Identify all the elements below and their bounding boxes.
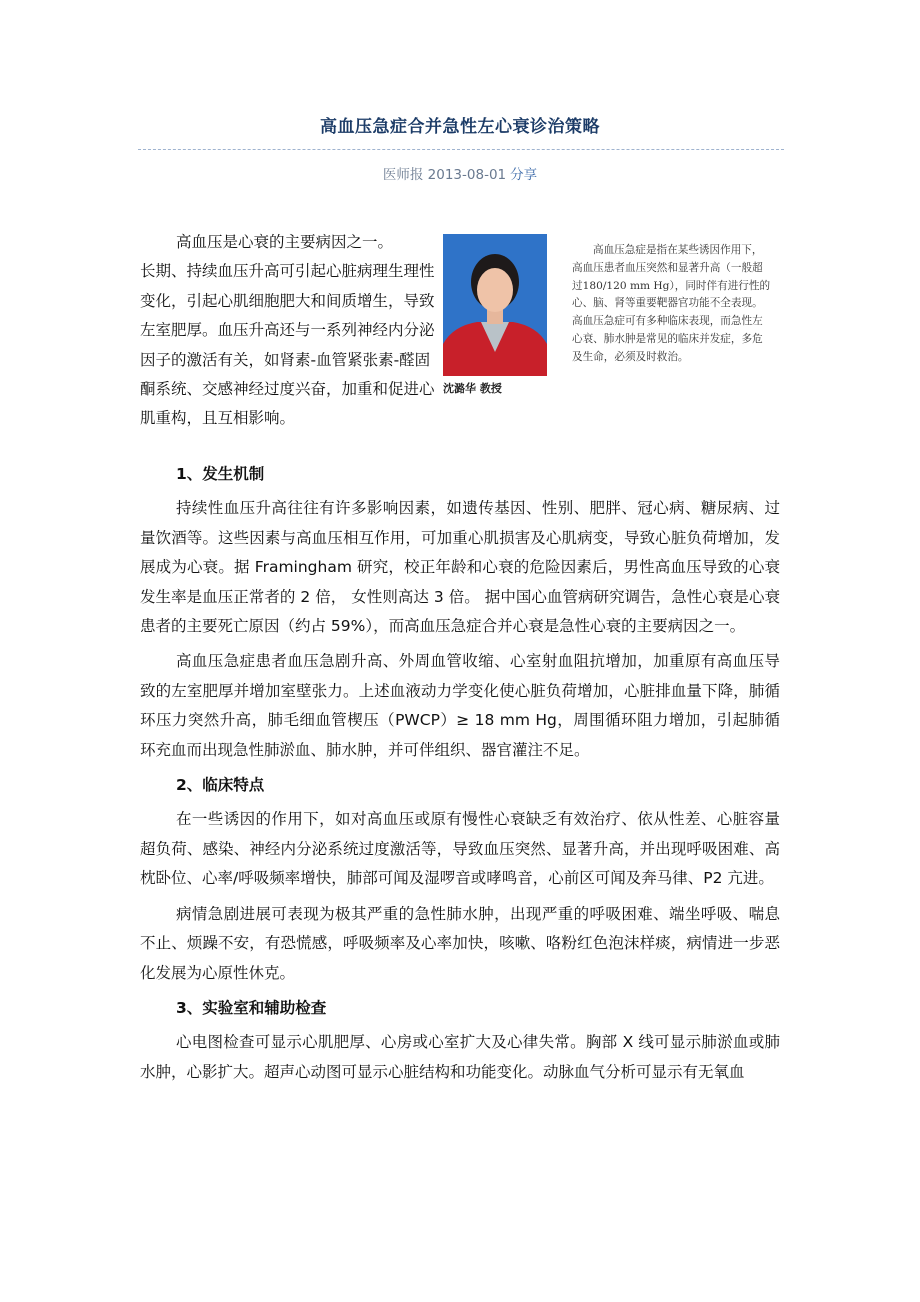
paragraph: 在一些诱因的作用下，如对高血压或原有慢性心衰缺乏有效治疗、依从性差、心脏容量超负荷、感染、神经内分泌系统过度激活等，导致血压突然、显著升高，并出现呼吸困难、高枕卧位、心率/呼吸频率增快，肺部可闻及湿啰音或哮鸣音，心前区可闻及奔马律、P2 亢进。 [140, 810, 780, 888]
paragraph: 病情急剧进展可表现为极其严重的急性肺水肿，出现严重的呼吸困难、端坐呼吸、喘息不止、烦躁不安，有恐慌感，呼吸频率及心率加快，咳嗽、咯粉红色泡沫样痰，病情进一步恶化发展为心原性休克。 [140, 904, 780, 982]
article-title: 高血压急症合并急性左心衰诊治策略 [320, 117, 600, 137]
share-link[interactable]: 分享 [510, 167, 538, 183]
portrait-image [443, 234, 547, 376]
title-divider [138, 149, 784, 150]
intro-paragraph-1: 高血压是心衰的主要病因之一。 [176, 233, 394, 251]
paragraph: 心电图检查可显示心肌肥厚、心房或心室扩大及心律失常。胸部 X 线可显示肺淤血或肺水肿，心影扩大。超声心动图可显示心脏结构和功能变化。动脉血气分析可显示有无氧血 [140, 1033, 780, 1081]
section-heading-mechanism: 1、发生机制 [176, 465, 265, 483]
summary-text: 高血压急症是指在某些诱因作用下，高血压患者血压突然和显著升高（一般超过180/120 mm Hg），同时伴有进行性的心、脑、肾等重要靶器官功能不全表现。高血压急症可有多种临床表现，而急性左心衰、肺水肿是常见的临床并发症，多危及生命，必须及时救治。 [572, 244, 771, 363]
source-date: 医师报 2013-08-01 [382, 167, 507, 183]
section-heading-lab: 3、实验室和辅助检查 [176, 998, 327, 1017]
section-heading-clinical: 2、临床特点 [176, 776, 265, 795]
summary-box [572, 242, 772, 367]
article-body [140, 460, 780, 1093]
paragraph: 高血压急症患者血压急剧升高、外周血管收缩、心室射血阻抗增加，加重原有高血压导致的左室肥厚并增加室壁张力。上述血液动力学变化使心脏负荷增加，心脏排血量下降，肺循环压力突然升高，肺毛细血管楔压（PWCP）≥ 18 mm Hg，周围循环阻力增加，引起肺循环充血而出现急性肺淤血、肺水肿，并可伴组织、器官灌注不足。 [140, 652, 780, 759]
intro-paragraph-2: 长期、持续血压升高可引起心脏病理生理性变化，引起心肌细胞肥大和间质增生，导致左室肥厚。血压升高还与一系列神经内分泌因子的激活有关，如肾素-血管紧张素-醛固酮系统、交感神经过度兴奋，加重和促进心肌重构，且互相影响。 [140, 262, 435, 428]
article-meta [0, 163, 920, 183]
professor-photo [443, 234, 547, 376]
intro-text [140, 228, 440, 434]
paragraph: 持续性血压升高往往有许多影响因素，如遗传基因、性别、肥胖、冠心病、糖尿病、过量饮酒等。这些因素与高血压相互作用，可加重心肌损害及心肌病变，导致心脏负荷增加，发展成为心衰。据 Framingham 研究，校正年龄和心衰的危险因素后，男性高血压导致的心衰发生率是血压正常者的 2 倍， 女性则高达 3 倍。 据中国心血管病研究调告，急性心衰是心衰患者的主要死亡原因（约占 59%），而高血压急症合并心衰是急性心衰的主要病因之一。 [140, 499, 780, 636]
photo-caption: 沈潞华 教授 [443, 382, 502, 395]
